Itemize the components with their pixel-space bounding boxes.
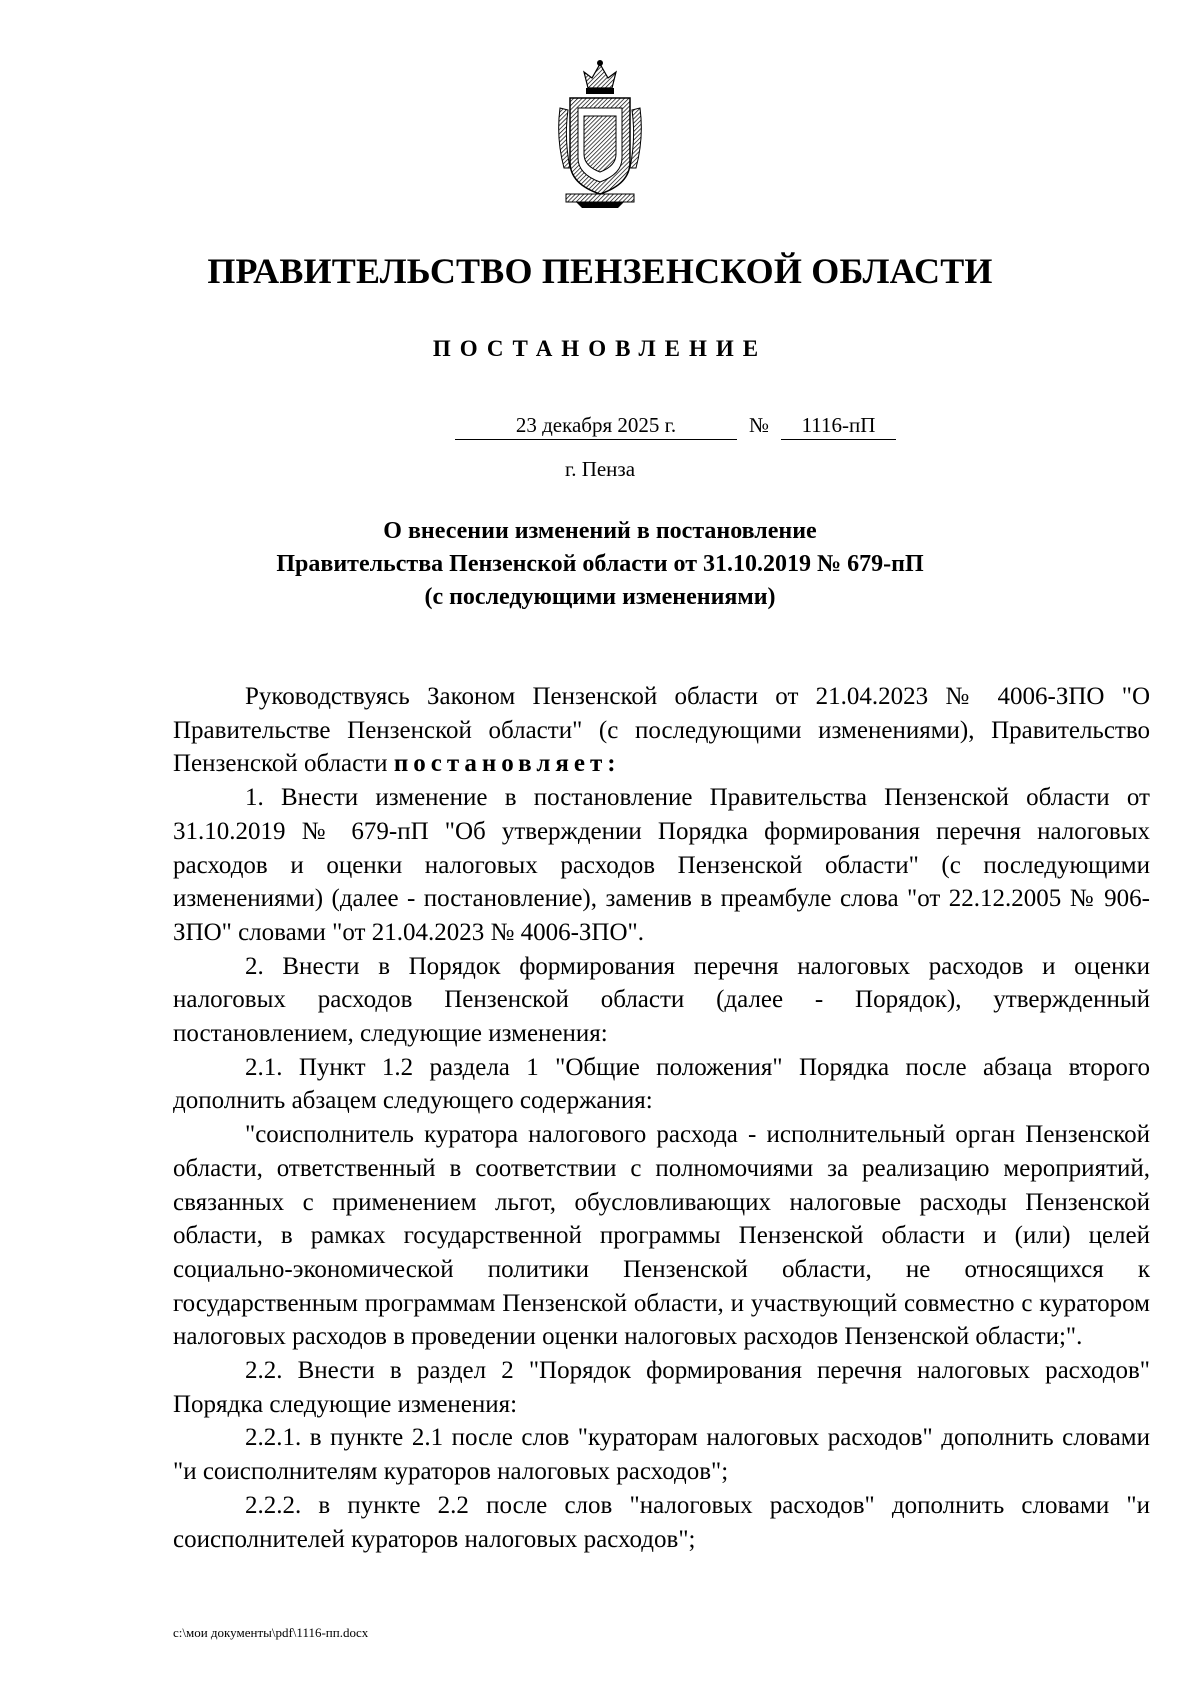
government-title: ПРАВИТЕЛЬСТВО ПЕНЗЕНСКОЙ ОБЛАСТИ bbox=[207, 251, 993, 291]
city: г. Пенза bbox=[564, 457, 636, 481]
document-type: ПОСТАНОВЛЕНИЕ bbox=[432, 336, 768, 361]
paragraph-2-2: 2.2. Внести в раздел 2 "Порядок формирования перечня налоговых расходов" Порядка следующие изменения: bbox=[173, 1357, 1150, 1418]
preamble-paragraph bbox=[173, 680, 1150, 781]
paragraph-2-1: 2.1. Пункт 1.2 раздела 1 "Общие положения" Порядка после абзаца второго дополнить абзацем следующего содержания: bbox=[173, 1053, 1150, 1115]
number-sign: № bbox=[748, 413, 770, 437]
document-number: 1116-пП bbox=[781, 413, 896, 440]
paragraph-2-2-2: 2.2.2. в пункте 2.2 после слов "налоговых расходов" дополнить словами "и соисполнителей кураторов налоговых расходов"; bbox=[173, 1491, 1150, 1553]
subject-line: Правительства Пензенской области от 31.10.2019 № 679-пП bbox=[276, 551, 924, 577]
coat-of-arms-emblem bbox=[554, 58, 646, 208]
document-body bbox=[173, 680, 1150, 1556]
date-number-line bbox=[455, 413, 896, 443]
paragraph-1: 1. Внести изменение в постановление Правительства Пензенской области от 31.10.2019 № 679-пП "Об утверждении Порядка формирования перечня налоговых расходов и оценки налоговых расходов Пензенской области" (с последующими изменениями) (далее - постановление), заменив в преамбуле слова "от 22.12.2005 № 906-ЗПО" словами "от 21.04.2023 № 4006-ЗПО". bbox=[173, 784, 1150, 946]
document-date: 23 декабря 2025 г. bbox=[455, 413, 737, 440]
paragraph-2: 2. Внести в Порядок формирования перечня налоговых расходов и оценки налоговых расходов Пензенской области (далее - Порядок), утвержденный постановлением, следующие изменения: bbox=[173, 952, 1150, 1048]
preamble-text: Руководствуясь Законом Пензенской области от 21.04.2023 № 4006-ЗПО "О Правительстве Пензенской области" (с последующими изменениями), Правительство Пензенской области bbox=[173, 683, 1150, 778]
paragraph-2-2-1: 2.2.1. в пункте 2.1 после слов "кураторам налоговых расходов" дополнить словами "и соисполнителям кураторов налоговых расходов"; bbox=[173, 1424, 1150, 1486]
subject-line: (с последующими изменениями) bbox=[424, 584, 776, 610]
paragraph-2-1-quote: "соисполнитель куратора налогового расхода - исполнительный орган Пензенской области, ответственный в соответствии с полномочиями за реализацию мероприятий, связанных с применением льгот, обусловливающих налоговые расходы Пензенской области, в рамках государственной программы Пензенской области и (или) целей социально-экономической политики Пензенской области, не относящихся к государственным программам Пензенской области, и участвующий совместно с куратором налоговых расходов в проведении оценки налоговых расходов Пензенской области;". bbox=[173, 1121, 1150, 1351]
decree-word: постановляет: bbox=[393, 750, 621, 778]
document-subject bbox=[180, 515, 1020, 614]
subject-line: О внесении изменений в постановление bbox=[383, 518, 817, 544]
file-path-footer: c:\мои документы\pdf\1116-пп.docx bbox=[173, 1625, 369, 1640]
